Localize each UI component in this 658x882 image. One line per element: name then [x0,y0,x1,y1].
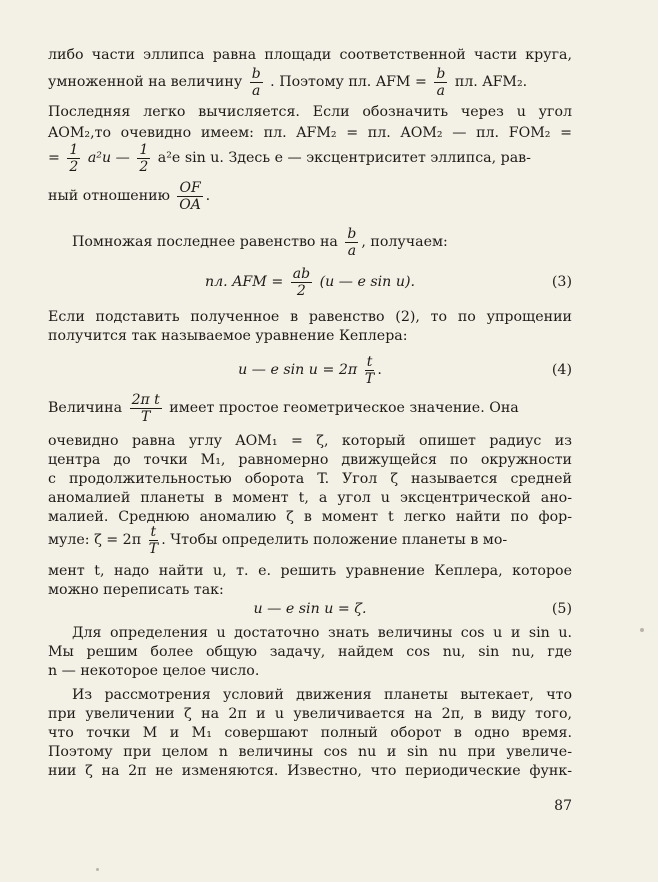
text-line: при увеличении ζ на 2π и u увеличивается на 2π, в виду того, [48,706,572,722]
text-line: центра до точки M₁, равномерно движущейся по окружности [48,452,572,468]
text-line-with-fraction: умноженной на величину $\frac{b}{a}$ . Поэтому пл. AFM = $\frac{b}{a}$ пл. AFM₂. [48,65,528,99]
text-line: Из рассмотрения условий движения планеты вытекает, что [72,687,572,703]
text-line: AOM₂,то очевидно имеем: пл. AFM₂ = пл. AOM₂ — пл. FOM₂ = [48,125,572,141]
text-line: очевидно равна углу AOM₁ = ζ, который опишет радиус из [48,433,572,449]
equation-3: пл. AFM = $\frac{ab}{2}$ (u — e sin u). (3) [48,262,572,302]
equation-number: (5) [551,601,572,617]
text-line-with-fraction: Помножая последнее равенство на $\frac{b}{a}$ , получаем: [72,225,448,259]
text-line: Поэтому при целом n величины cos nu и sin nu при увеличе- [48,744,572,760]
fraction-b-over-a: $\frac{b}{a}$ [251,65,261,99]
text-line: n — некоторое целое число. [48,663,260,679]
text-line: малией. Среднюю аномалию ζ в момент t легко найти по фор- [48,509,572,525]
text-line: что точки M и M₁ совершают полный оборот в одно время. [48,725,572,741]
text-line-with-fraction: = $\frac{1}{2}$ a²u — $\frac{1}{2}$ a²e sin u. Здесь e — эксцентриситет эллипса, рав- [48,141,531,175]
fraction-t-over-T: $\frac{t}{T}$ [364,353,375,387]
fraction-b-over-a: $\frac{b}{a}$ [436,65,446,99]
text-line: Для определения u достаточно знать величины cos u и sin u. [72,625,572,641]
text-line: получится так называемое уравнение Кеплера: [48,328,408,344]
fraction-t-over-T: $\frac{t}{T}$ [148,523,159,557]
equation-number: (4) [551,362,572,378]
fraction-of-over-oa: $\frac{OF}{OA}$ [179,179,201,213]
equation-5: u — e sin u = ζ. (5) [253,601,572,617]
paper-speck [96,868,99,871]
fraction-2pit-over-T: $\frac{\text{2π t}}{T}$ [131,391,160,425]
equation-number: (3) [551,274,572,290]
paper-speck [640,628,644,632]
text-line: мент t, надо найти u, т. е. решить уравнение Кеплера, которое [48,563,572,579]
page-number: 87 [554,798,572,814]
text-line-with-fraction: Величина $\frac{\text{2π t}}{T}$ имеет простое геометрическое значение. Она [48,391,519,425]
text-line-with-fraction: ный отношению $\frac{OF}{OA}$ . [48,179,211,213]
text-line: аномалией планеты в момент t, а угол u эксцентрической ано- [48,490,572,506]
fraction-one-half: $\frac{1}{2}$ [69,141,79,175]
text-line: с продолжительностью оборота T. Угол ζ называется средней [48,471,572,487]
text-line: Мы решим более общую задачу, найдем cos nu, sin nu, где [48,644,572,660]
text-line: Если подставить полученное в равенство (2), то по упрощении [48,309,572,325]
fraction-b-over-a: $\frac{b}{a}$ [347,225,357,259]
text-line: либо части эллипса равна площади соответственной части круга, [48,47,572,63]
fraction-ab-over-2: $\frac{ab}{2}$ [292,265,311,299]
text-line-with-fraction: муле: ζ = 2π $\frac{t}{T}$ . Чтобы определить положение планеты в мо- [48,523,508,557]
text-line: можно переписать так: [48,582,224,598]
text-line: нии ζ на 2π не изменяются. Известно, что периодические функ- [48,763,572,779]
equation-4: u — e sin u = 2π $\frac{t}{T}$ . (4) [48,350,572,390]
fraction-one-half: $\frac{1}{2}$ [139,141,149,175]
text-line: Последняя легко вычисляется. Если обозначить через u угол [48,104,572,120]
